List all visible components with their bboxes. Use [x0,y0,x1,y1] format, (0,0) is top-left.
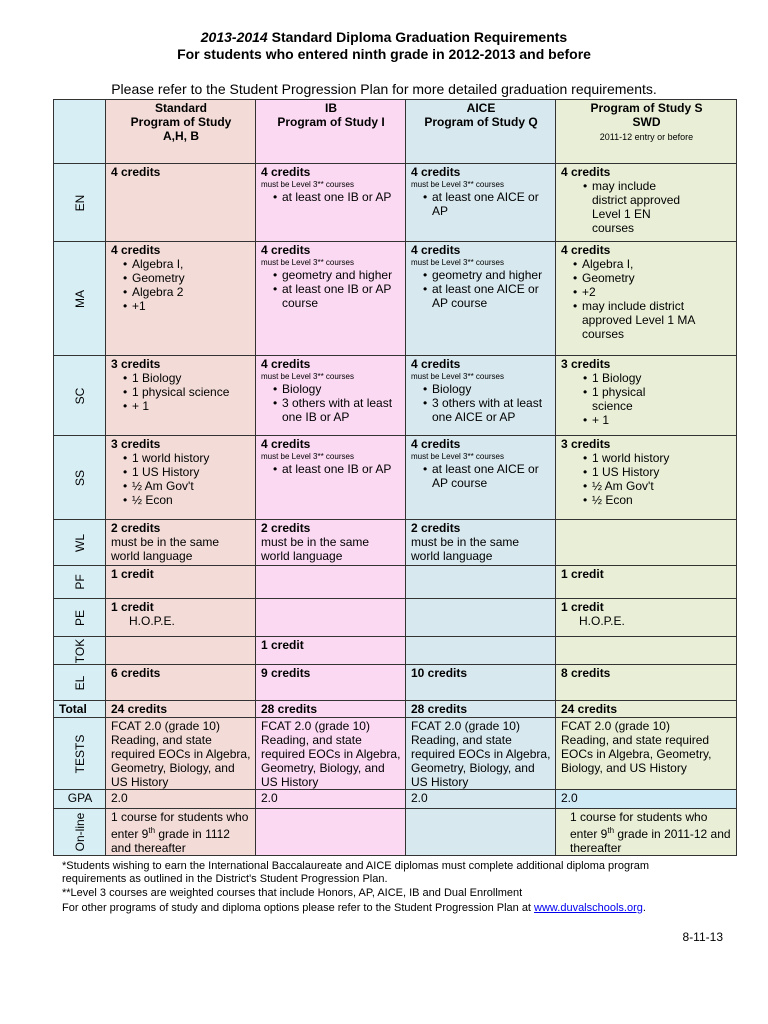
corner-cell [54,100,106,164]
title-line2: For students who entered ninth grade in 2012-2013 and before [177,46,591,62]
requirements-table [53,99,737,856]
row-label-ss: SS [54,436,106,520]
subtitle: Please refer to the Student Progression Plan for more detailed graduation requirements. [111,81,657,97]
row-tok: TOK 1 credit [54,637,737,665]
row-total: Total 24 credits 28 credits 28 credits 24 credits [54,701,737,718]
row-wl: WL 2 credits must be in the same world language 2 credits must be in the same world language 2 credits must be in the same world language [54,520,737,566]
row-tests: TESTS FCAT 2.0 (grade 10) Reading, and state required EOCs in Algebra, Geometry, Biology, and US History FCAT 2.0 (grade 10) Reading, and state required EOCs in Algebra, Geometry, Biology, and US History FCAT 2.0 (grade 10) Reading, and state required EOCs in Algebra, Geometry, Biology, and US History FCAT 2.0 (grade 10) Reading, and state required EOCs in Algebra, Geometry, Biology, and US History [54,718,737,790]
row-label-wl: WL [54,520,106,566]
header-row [54,100,737,164]
row-ma: MA 4 credits • Algebra I, • Geometry • Algebra 2 • +1 4 credits must be Level 3** courses • geometry and higher • at least one IB or AP course 4 credits must be Level 3** courses • geometry and higher • at least one AICE or AP course 4 credits • Algebra I, • Geometry • +2 • may include district approved Level 1 MA courses [54,242,737,356]
row-label-sc: SC [54,356,106,436]
row-pf: PF 1 credit 1 credit [54,566,737,599]
footnote-2: **Level 3 courses are weighted courses that include Honors, AP, AICE, IB and Dual Enrollment [62,887,523,899]
col-header-aice: AICE Program of Study Q [406,100,556,164]
col-header-swd: Program of Study S SWD 2011-12 entry or before [556,100,737,164]
row-label-pf: PF [54,566,106,599]
row-label-total: Total [54,701,106,718]
row-online: On-line 1 course for students who enter 9th grade in 1112 and thereafter 1 course for students who enter 9th grade in 2011-12 and thereafter [54,809,737,856]
row-gpa: GPA 2.0 2.0 2.0 2.0 [54,790,737,809]
row-label-online: On-line [54,809,106,856]
row-label-el: EL [54,665,106,701]
row-pe: PE 1 credit H.O.P.E. 1 credit H.O.P.E. [54,599,737,637]
col-header-standard: Standard Program of Study A,H, B [106,100,256,164]
revision-date: 8-11-13 [682,930,723,944]
row-sc: SC 3 credits • 1 Biology • 1 physical science • + 1 4 credits must be Level 3** courses • Biology • 3 others with at least one IB or AP 4 credits must be Level 3** courses • Biology • 3 others with at least one AICE or AP 3 credits • 1 Biology • 1 physical science • + 1 [54,356,737,436]
row-ss: SS 3 credits • 1 world history • 1 US History • ½ Am Gov't • ½ Econ 4 credits must be Level 3** courses • at least one IB or AP 4 credits must be Level 3** courses • at least one AICE or AP course 3 credits • 1 world history • 1 US History • ½ Am Gov't • ½ Econ [54,436,737,520]
row-label-tok: TOK [54,637,106,665]
duvalschools-link[interactable]: www.duvalschools.org [534,902,643,914]
row-label-tests: TESTS [54,718,106,790]
row-label-gpa: GPA [54,790,106,809]
title-rest: Standard Diploma Graduation Requirements [267,29,568,45]
footnote-3: For other programs of study and diploma options please refer to the Student Progression Plan at www.duvalschools.org. [62,902,646,914]
footnote-1: *Students wishing to earn the International Baccalaureate and AICE diplomas must complete additional diploma program requirements as outlined in the District's Student Progression Plan. [62,860,650,885]
row-label-ma: MA [54,242,106,356]
row-en: EN 4 credits 4 credits must be Level 3** courses • at least one IB or AP 4 credits must be Level 3** courses • at least one AICE or AP 4 credits • may include district approved Level 1 EN courses [54,164,737,242]
row-el: EL 6 credits 9 credits 10 credits 8 credits [54,665,737,701]
col-header-ib: IB Program of Study I [256,100,406,164]
page-title [0,29,768,63]
title-year: 2013-2014 [200,29,268,45]
row-label-en: EN [54,164,106,242]
row-label-pe: PE [54,599,106,637]
